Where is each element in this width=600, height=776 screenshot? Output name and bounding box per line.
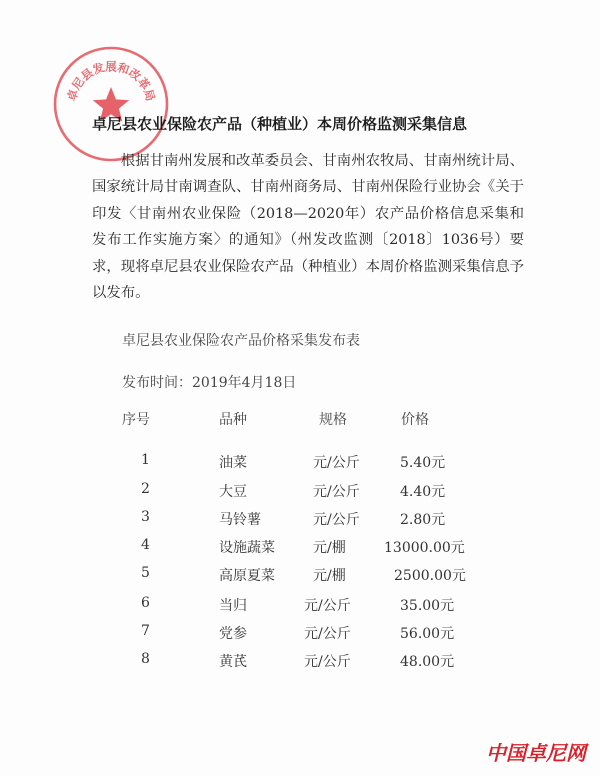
row-name: 党参 xyxy=(219,626,247,642)
site-watermark-logo: 中国卓尼网 xyxy=(486,741,586,765)
table-row xyxy=(0,537,600,561)
row-name: 设施蔬菜 xyxy=(219,540,275,556)
row-seq: 6 xyxy=(141,595,150,611)
row-spec: 元/公斤 xyxy=(304,626,351,642)
stamp-text: 卓尼县发展和改革局 xyxy=(64,59,158,103)
row-seq: 2 xyxy=(141,481,150,497)
row-name: 马铃薯 xyxy=(219,512,261,528)
table-row xyxy=(0,623,600,647)
row-price: 35.00元 xyxy=(400,598,455,614)
row-spec: 元/公斤 xyxy=(304,598,351,614)
row-spec: 元/公斤 xyxy=(313,484,360,500)
body-paragraph: 根据甘南州发展和改革委员会、甘南州农牧局、甘南州统计局、国家统计局甘南调查队、甘南州商务局、甘南州保险行业协会《关于印发〈甘南州农业保险（2018—2020年）农产品价格信息采集和发布工作实施方案〉的通知》（州发改监测〔2018〕1036号）要求，现将卓尼县农业保险农产品（种植业）本周价格监测采集信息予以发布。 xyxy=(92,153,524,302)
row-name: 大豆 xyxy=(219,484,247,500)
row-price: 48.00元 xyxy=(400,654,455,670)
header-spec: 规格 xyxy=(319,412,347,428)
row-price: 2500.00元 xyxy=(394,568,466,584)
row-spec: 元/棚 xyxy=(313,568,346,584)
row-name: 当归 xyxy=(219,598,247,614)
table-row xyxy=(0,481,600,505)
header-name: 品种 xyxy=(219,412,247,428)
row-price: 5.40元 xyxy=(400,455,446,471)
row-spec: 元/公斤 xyxy=(313,455,360,471)
row-price: 56.00元 xyxy=(400,626,455,642)
official-stamp xyxy=(52,45,170,163)
table-row xyxy=(0,565,600,589)
table-title: 卓尼县农业保险农产品价格采集发布表 xyxy=(122,333,360,349)
row-seq: 1 xyxy=(141,452,150,468)
table-row xyxy=(0,595,600,619)
header-seq: 序号 xyxy=(122,412,150,428)
row-price: 13000.00元 xyxy=(384,540,465,556)
row-seq: 3 xyxy=(141,509,150,525)
row-name: 黄芪 xyxy=(219,654,247,670)
header-price: 价格 xyxy=(401,412,429,428)
row-name: 高原夏菜 xyxy=(219,568,275,584)
row-seq: 4 xyxy=(141,537,150,553)
row-spec: 元/公斤 xyxy=(313,512,360,528)
row-spec: 元/公斤 xyxy=(304,654,351,670)
row-seq: 7 xyxy=(141,623,150,639)
publish-date: 发布时间：2019年4月18日 xyxy=(122,375,297,391)
document-title: 卓尼县农业保险农产品（种植业）本周价格监测采集信息 xyxy=(92,115,468,133)
row-seq: 5 xyxy=(141,565,150,581)
table-row xyxy=(0,452,600,476)
row-name: 油菜 xyxy=(219,455,247,471)
table-row xyxy=(0,509,600,533)
row-price: 4.40元 xyxy=(400,484,446,500)
row-spec: 元/棚 xyxy=(313,540,346,556)
table-row xyxy=(0,651,600,675)
row-price: 2.80元 xyxy=(400,512,446,528)
row-seq: 8 xyxy=(141,651,150,667)
